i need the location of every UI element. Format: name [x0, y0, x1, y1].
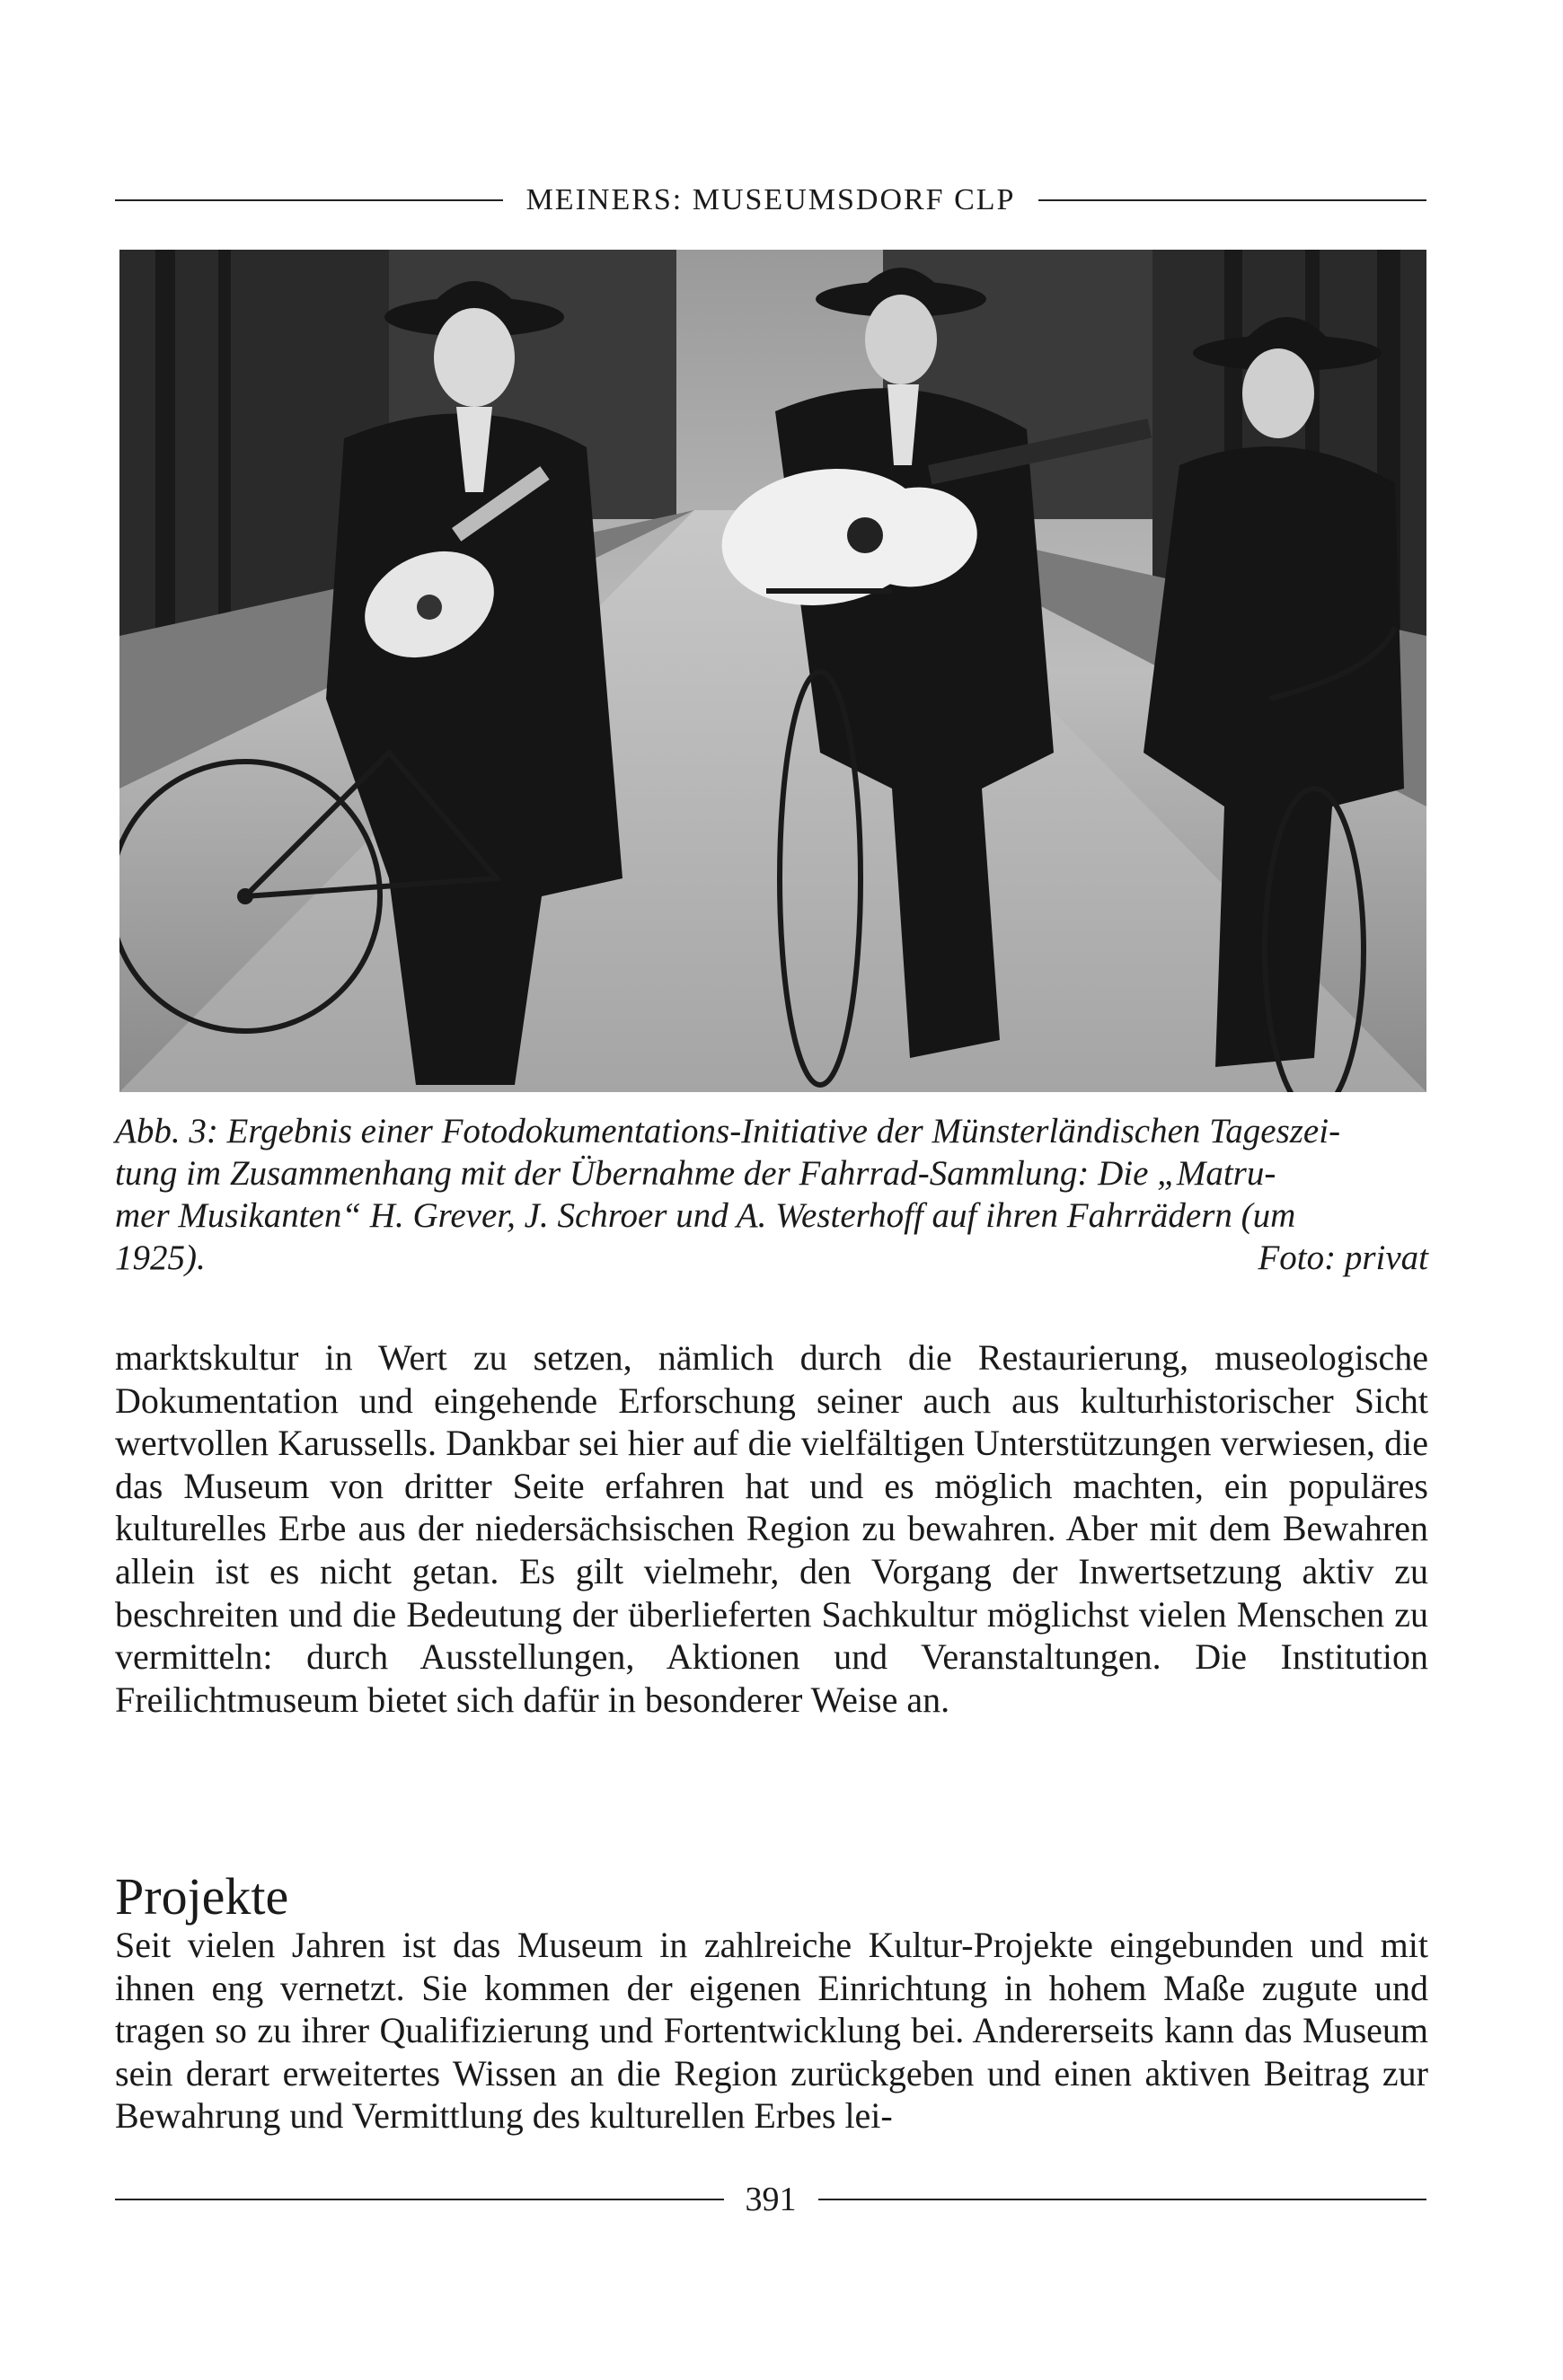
- caption-credit-line: [115, 1237, 1428, 1279]
- photo-illustration: [119, 250, 1426, 1092]
- section-heading: Projekte: [115, 1867, 289, 1926]
- footer-rule-left: [115, 2199, 724, 2200]
- header-rule-right: [1038, 199, 1426, 201]
- caption-last-line: 1925).: [115, 1238, 206, 1277]
- section-paragraph: Seit vielen Jahren ist das Museum in zahlreiche Kultur-Projekte eingebunden und mit ihnen eng vernetzt. Sie kommen der eigenen Einrichtung in hohem Maße zugute und tragen so zu ihrer Qualifizierung und Fortentwicklung bei. Andererseits kann das Museum sein derart erweitertes Wissen an die Region zurückgeben und einen aktiven Beitrag zur Bewahrung und Vermittlung des kulturellen Erbes lei-: [115, 1925, 1428, 2137]
- footer-rule-right: [818, 2199, 1427, 2200]
- page-number: 391: [745, 2181, 797, 2218]
- caption-line: mer Musikanten“ H. Grever, J. Schroer und A. Westerhoff auf ihren Fahrrädern (um: [115, 1196, 1296, 1235]
- photo-credit: Foto: privat: [1258, 1238, 1428, 1277]
- page-footer: [115, 2177, 1426, 2222]
- caption-line: Abb. 3: Ergebnis einer Fotodokumentations-Initiative der Münsterländischen Tageszei-: [115, 1112, 1341, 1150]
- running-head: [115, 178, 1426, 223]
- header-rule-left: [115, 199, 503, 201]
- running-title: MEINERS: MUSEUMSDORF CLP: [525, 183, 1016, 216]
- historic-photo: [119, 250, 1426, 1092]
- figure-caption: [115, 1110, 1428, 1279]
- caption-line: tung im Zusammenhang mit der Übernahme der Fahrrad-Sammlung: Die „Matru-: [115, 1154, 1276, 1193]
- body-paragraph: marktskultur in Wert zu setzen, nämlich durch die Restaurierung, museologische Dokumentation und eingehende Erforschung seiner auch aus kulturhistorischer Sicht wertvollen Karussells. Dankbar sei hier auf die vielfältigen Unterstützungen verwiesen, die das Museum von dritter Seite erfahren hat und es möglich machten, ein populäres kulturelles Erbe aus der niedersächsischen Region zu bewahren. Aber mit dem Bewahren allein ist es nicht getan. Es gilt vielmehr, den Vorgang der Inwertsetzung aktiv zu beschreiten und die Bedeutung der überlieferten Sachkultur möglichst vielen Menschen zu vermitteln: durch Ausstellungen, Aktionen und Veranstaltungen. Die Institution Freilichtmuseum bietet sich dafür in besonderer Weise an.: [115, 1337, 1428, 1720]
